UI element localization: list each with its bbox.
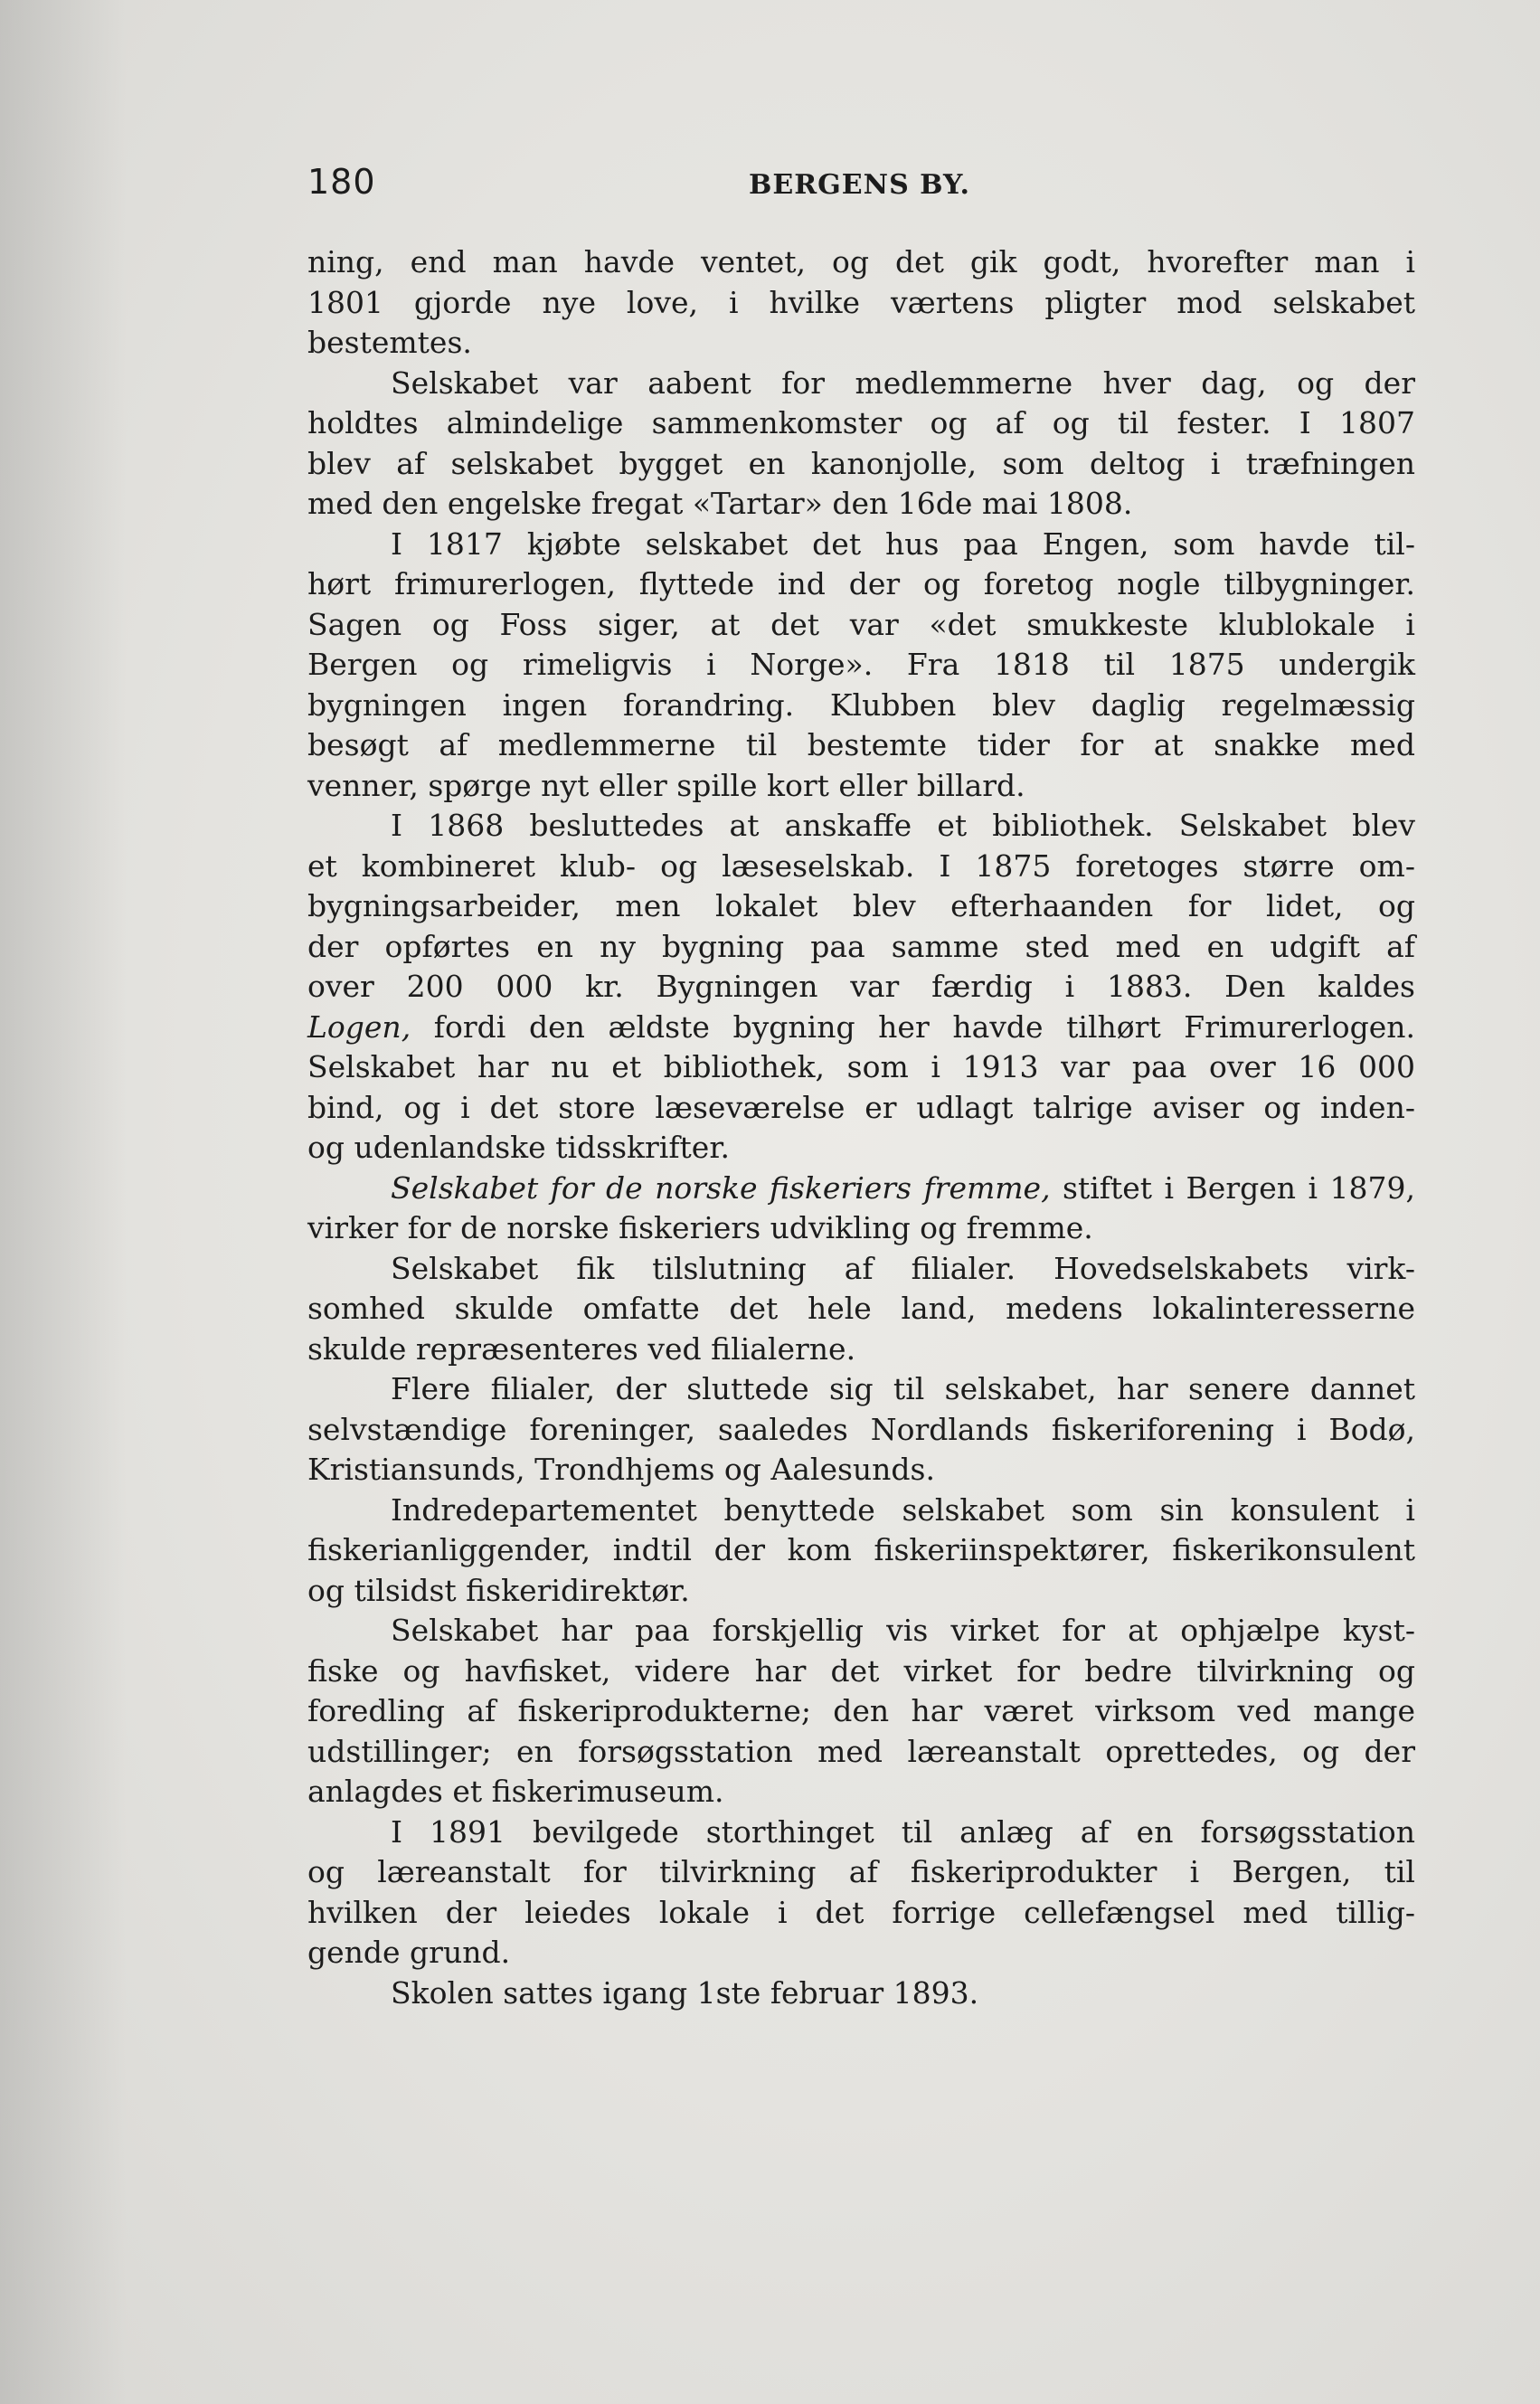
italic-term-logen: Logen, bbox=[307, 1008, 411, 1045]
text-line: Flere filialer, der sluttede sig til selskabet, har senere dannet bbox=[391, 1371, 1415, 1406]
text-line: besøgt af medlemmerne til bestemte tider for at snakke med bbox=[307, 727, 1415, 762]
text-line: I 1868 besluttedes at anskaffe et bibliothek. Selskabet blev bbox=[391, 808, 1415, 843]
italic-society-name: Selskabet for de norske fiskeriers fremme, bbox=[391, 1169, 1051, 1206]
text-line: Selskabet har paa forskjellig vis virket for at ophjælpe kyst- bbox=[391, 1613, 1415, 1648]
text-line: Indredepartementet benyttede selskabet som sin konsulent i bbox=[391, 1491, 1415, 1528]
text-line: ning, end man havde ventet, og det gik godt, hvorefter man i bbox=[307, 244, 1415, 279]
text-line: fiskerianliggender, indtil der kom fiskeriinspektører, fiskerikonsulent bbox=[307, 1532, 1415, 1567]
text-line: bygningsarbeider, men lokalet blev efterhaanden for lidet, og bbox=[307, 888, 1415, 923]
text-line: virker for de norske fiskeriers udvikling og fremme. bbox=[307, 1210, 1093, 1245]
text-line: og tilsidst fiskeridirektør. bbox=[307, 1572, 690, 1608]
text-line: og læreanstalt for tilvirkning af fiskeriprodukter i Bergen, til bbox=[307, 1854, 1415, 1889]
text-line: gende grund. bbox=[307, 1935, 511, 1970]
text-line bbox=[307, 1008, 1415, 1048]
text-line: somhed skulde omfatte det hele land, medens lokalinteresserne bbox=[307, 1291, 1415, 1326]
text-line: Selskabet fik tilslutning af filialer. Hovedselskabets virk- bbox=[391, 1250, 1415, 1286]
text-line: blev af selskabet bygget en kanonjolle, som deltog i træfningen bbox=[307, 445, 1415, 481]
body-text bbox=[307, 242, 1415, 2013]
running-head: BERGENS BY. bbox=[749, 169, 970, 201]
text-line: og udenlandske tidsskrifter. bbox=[307, 1130, 730, 1165]
page-edge-shadow bbox=[0, 0, 127, 2404]
text-line: Sagen og Foss siger, at det var «det smukkeste klublokale i bbox=[307, 606, 1415, 642]
text-line: Kristiansunds, Trondhjems og Aalesunds. bbox=[307, 1452, 935, 1487]
text-line: udstillinger; en forsøgsstation med læreanstalt oprettedes, og der bbox=[307, 1733, 1415, 1769]
text-line: over 200 000 kr. Bygningen var færdig i 1883. Den kaldes bbox=[307, 969, 1415, 1004]
page-header bbox=[307, 159, 1415, 204]
text-line: bygningen ingen forandring. Klubben blev daglig regelmæssig bbox=[307, 686, 1415, 723]
text-line: Bergen og rimeligvis i Norge». Fra 1818 til 1875 undergik bbox=[307, 647, 1415, 682]
text-fragment: fordi den ældste bygning her havde tilhørt Frimurerlogen. bbox=[433, 1008, 1415, 1045]
text-line: der opførtes en ny bygning paa samme sted med en udgift af bbox=[307, 928, 1415, 964]
text-line: Selskabet har nu et bibliothek, som i 1913 var paa over 16 000 bbox=[307, 1049, 1415, 1084]
text-line: holdtes almindelige sammenkomster og af og til fester. I 1807 bbox=[307, 405, 1415, 440]
text-line: 1801 gjorde nye love, i hvilke værtens pligter mod selskabet bbox=[307, 284, 1415, 320]
text-line: bind, og i det store læseværelse er udlagt talrige aviser og inden- bbox=[307, 1089, 1415, 1125]
text-line: foredling af fiskeriprodukterne; den har været virksom ved mange bbox=[307, 1693, 1415, 1728]
text-line: anlagdes et fiskerimuseum. bbox=[307, 1774, 724, 1809]
text-line: venner, spørge nyt eller spille kort eller billard. bbox=[307, 767, 1025, 803]
page-number: 180 bbox=[307, 162, 376, 202]
text-line: hvilken der leiedes lokale i det forrige cellefængsel med tillig- bbox=[307, 1894, 1415, 1930]
text-line: fiske og havfisket, videre har det virket for bedre tilvirkning og bbox=[307, 1652, 1415, 1689]
text-line: skulde repræsenteres ved filialerne. bbox=[307, 1330, 856, 1367]
text-line: I 1817 kjøbte selskabet det hus paa Engen, som havde til- bbox=[391, 525, 1415, 562]
text-line: hørt frimurerlogen, flyttede ind der og foretog nogle tilbygninger. bbox=[307, 566, 1415, 601]
text-line: selvstændige foreninger, saaledes Nordlands fiskeriforening i Bodø, bbox=[307, 1411, 1415, 1447]
text-line bbox=[307, 1169, 1415, 1209]
text-fragment: stiftet i Bergen i 1879, bbox=[1063, 1169, 1415, 1206]
text-line: Selskabet var aabent for medlemmerne hver dag, og der bbox=[391, 364, 1415, 401]
text-line: I 1891 bevilgede storthinget til anlæg af en forsøgsstation bbox=[391, 1813, 1415, 1850]
text-line: bestemtes. bbox=[307, 325, 472, 360]
text-line: et kombineret klub- og læseselskab. I 1875 foretoges større om- bbox=[307, 847, 1415, 884]
text-line: Skolen sattes igang 1ste februar 1893. bbox=[391, 1974, 979, 2011]
text-line: med den engelske fregat «Tartar» den 16de mai 1808. bbox=[307, 486, 1133, 521]
